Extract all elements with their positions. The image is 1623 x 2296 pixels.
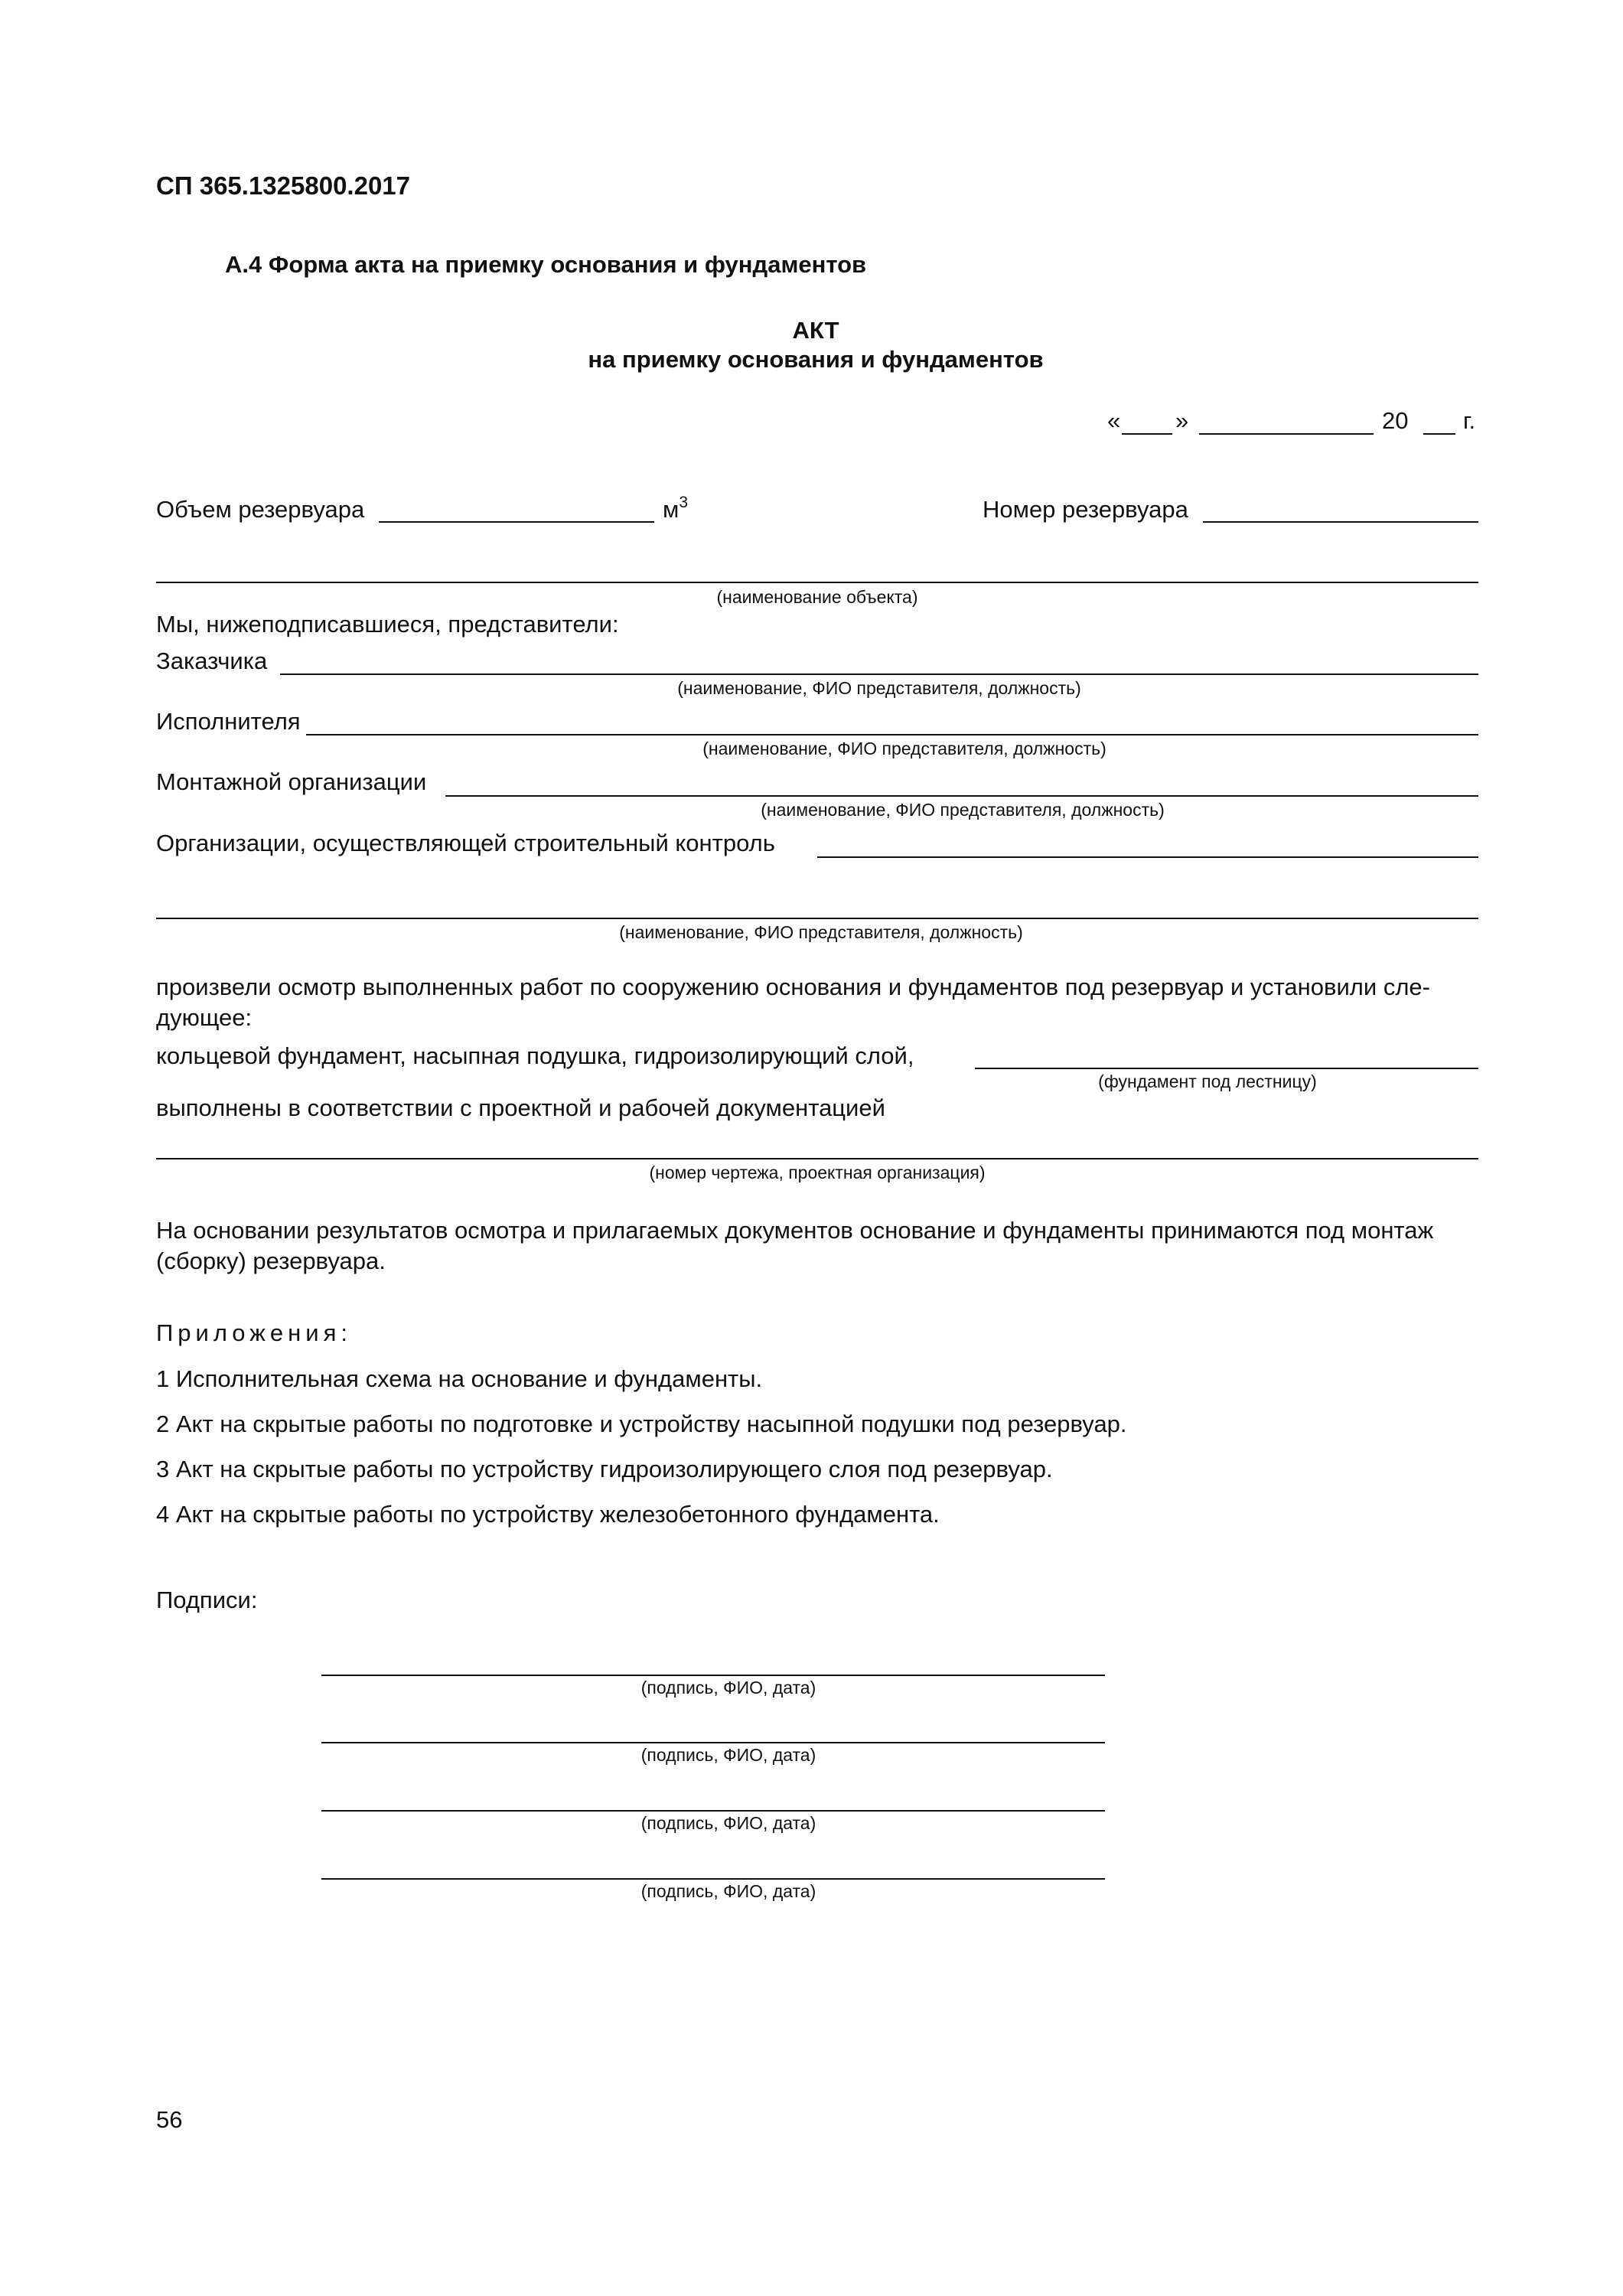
signature-line[interactable]: [321, 1878, 1105, 1880]
attachment-item: 4 Акт на скрытые работы по устройству железобетонного фундамента.: [156, 1501, 940, 1528]
page-number: 56: [156, 2106, 183, 2133]
object-name-field[interactable]: [156, 582, 1478, 583]
act-subtitle: на приемку основания и фундаментов: [588, 346, 1044, 373]
customer-label: Заказчика: [156, 647, 268, 674]
signature-caption: (подпись, ФИО, дата): [640, 1745, 816, 1765]
year-prefix: 20: [1382, 407, 1409, 434]
year-field[interactable]: [1423, 433, 1455, 435]
customer-field[interactable]: [280, 673, 1478, 675]
stair-caption: (фундамент под лестницу): [1098, 1071, 1317, 1091]
drawing-field[interactable]: [156, 1158, 1478, 1159]
signature-line[interactable]: [321, 1742, 1105, 1743]
control-label: Организации, осуществляющей строительный контроль: [156, 830, 775, 856]
month-field[interactable]: [1199, 433, 1374, 435]
attachment-item: 2 Акт на скрытые работы по подготовке и устройству насыпной подушки под резервуар.: [156, 1411, 1127, 1437]
day-field[interactable]: [1122, 433, 1172, 435]
document-code: СП 365.1325800.2017: [156, 171, 410, 200]
installer-caption: (наименование, ФИО представителя, должность): [761, 800, 1165, 820]
act-title: АКТ: [792, 317, 839, 344]
installer-label: Монтажной организации: [156, 768, 427, 795]
signature-line[interactable]: [321, 1810, 1105, 1812]
contractor-field[interactable]: [306, 734, 1478, 735]
volume-unit: $м^3$: [663, 494, 688, 523]
contractor-label: Исполнителя: [156, 708, 301, 735]
attachment-item: 1 Исполнительная схема на основание и фундаменты.: [156, 1365, 763, 1392]
volume-field[interactable]: [379, 521, 654, 523]
contractor-caption: (наименование, ФИО представителя, должность): [702, 739, 1106, 758]
control-field-continued[interactable]: [156, 918, 1478, 919]
decision-text-line1: На основании результатов осмотра и прилагаемых документов основание и фундаменты принимаются под монтаж: [156, 1217, 1434, 1244]
control-field[interactable]: [817, 856, 1478, 858]
stair-foundation-field[interactable]: [975, 1068, 1478, 1069]
object-caption: (наименование объекта): [716, 587, 918, 607]
attachment-item: 3 Акт на скрытые работы по устройству гидроизолирующего слоя под резервуар.: [156, 1456, 1053, 1482]
signatures-label: Подписи:: [156, 1587, 258, 1613]
number-field[interactable]: [1203, 521, 1478, 523]
year-suffix: г.: [1463, 407, 1476, 434]
control-caption: (наименование, ФИО представителя, должность): [619, 922, 1023, 942]
volume-label: Объем резервуара: [156, 496, 365, 523]
date-close-quote: »: [1175, 407, 1189, 434]
inspection-text-line2: дующее:: [156, 1004, 253, 1031]
date-open-quote: «: [1107, 407, 1121, 434]
foundation-text: кольцевой фундамент, насыпная подушка, гидроизолирующий слой,: [156, 1042, 914, 1069]
compliance-text: выполнены в соответствии с проектной и рабочей документацией: [156, 1094, 885, 1121]
signature-caption: (подпись, ФИО, дата): [640, 1678, 816, 1698]
section-heading: А.4 Форма акта на приемку основания и фундаментов: [225, 251, 867, 278]
inspection-text-line1: произвели осмотр выполненных работ по сооружению основания и фундаментов под резервуар и установили сле-: [156, 974, 1430, 1000]
attachments-heading: Приложения:: [156, 1319, 352, 1346]
installer-field[interactable]: [445, 795, 1478, 797]
signature-caption: (подпись, ФИО, дата): [640, 1813, 816, 1833]
signature-line[interactable]: [321, 1675, 1105, 1676]
decision-text-line2: (сборку) резервуара.: [156, 1247, 386, 1274]
customer-caption: (наименование, ФИО представителя, должность): [677, 678, 1081, 698]
participants-intro: Мы, нижеподписавшиеся, представители:: [156, 611, 619, 638]
drawing-caption: (номер чертежа, проектная организация): [649, 1163, 986, 1182]
number-label: Номер резервуара: [983, 496, 1188, 523]
signature-caption: (подпись, ФИО, дата): [640, 1881, 816, 1901]
